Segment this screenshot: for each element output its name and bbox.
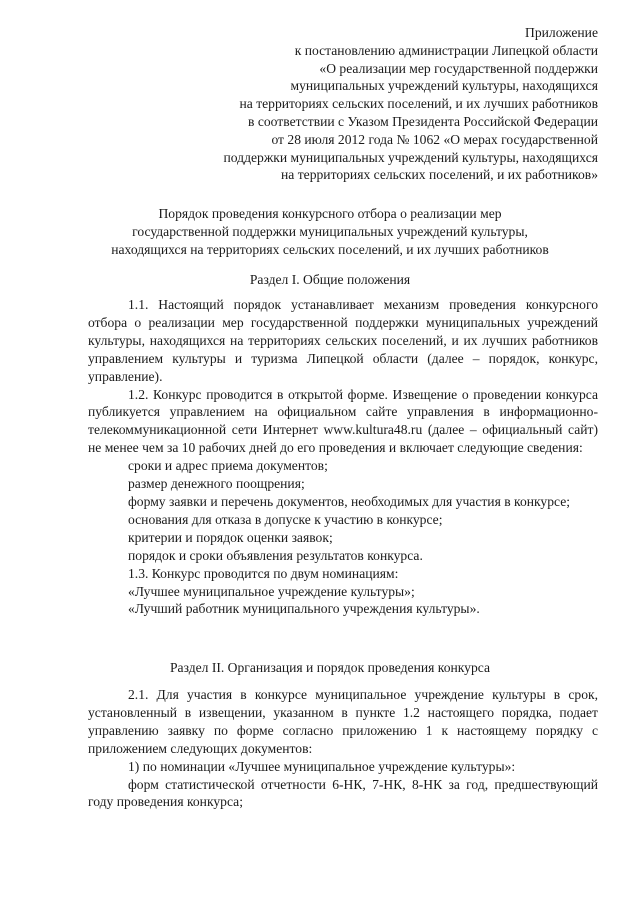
list-item: «Лучшее муниципальное учреждение культуры»; <box>128 583 415 599</box>
title-line: находящихся на территориях сельских поселений, и их лучших работников <box>111 241 549 257</box>
document-title <box>60 205 600 258</box>
list-item: сроки и адрес приема документов; <box>128 458 328 474</box>
list-item: размер денежного поощрения; <box>128 476 305 492</box>
list-item: основания для отказа в допуске к участию в конкурсе; <box>128 511 443 527</box>
header-line: муниципальных учреждений культуры, находящихся <box>290 78 598 94</box>
title-line: государственной поддержки муниципальных учреждений культуры, <box>132 223 528 239</box>
header-line: Приложение <box>525 25 598 40</box>
header-line: поддержки муниципальных учреждений культуры, находящихся <box>223 149 598 165</box>
section-1-body <box>88 296 598 618</box>
paragraph-2-1: 2.1. Для участия в конкурсе муниципальное учреждение культуры в срок, установленный в извещении, указанном в пункте 1.2 настоящего порядка, подает управлению заявку по форме согласно приложению 1 к настоящему порядку с приложением следующих документов: <box>88 687 598 756</box>
header-line: от 28 июля 2012 года № 1062 «О мерах государственной <box>271 131 598 147</box>
appendix-header <box>223 24 598 184</box>
section-2-heading: Раздел II. Организация и порядок проведения конкурса <box>169 660 491 675</box>
header-line: «О реализации мер государственной поддержки <box>319 60 598 76</box>
section-2-body <box>88 686 598 811</box>
list-item: форм статистической отчетности 6-НК, 7-НК, 8-НК за год, предшествующий году проведения конкурса; <box>88 776 598 810</box>
paragraph-1-1: 1.1. Настоящий порядок устанавливает механизм проведения конкурсного отбора о реализации мер государственной поддержки муниципальных учреждений культуры, находящихся на территориях сельских поселений, и их лучших работников управлением культуры и туризма Липецкой области (далее – порядок, конкурс, управление). <box>88 297 598 384</box>
section-1-heading: Раздел I. Общие положения <box>249 272 411 287</box>
header-line: к постановлению администрации Липецкой области <box>294 42 598 58</box>
list-item: критерии и порядок оценки заявок; <box>128 529 333 545</box>
header-line: в соответствии с Указом Президента Российской Федерации <box>248 113 598 129</box>
list-item: форму заявки и перечень документов, необходимых для участия в конкурсе; <box>128 493 571 509</box>
list-item: порядок и сроки объявления результатов конкурса. <box>128 547 423 563</box>
header-line: на территориях сельских поселений, и их работников» <box>281 167 598 183</box>
paragraph-1-2: 1.2. Конкурс проводится в открытой форме. Извещение о проведении конкурса публикуется управлением на официальном сайте управления в информационно-телекоммуникационной сети Интернет www.kultura48.ru (далее – официальный сайт) не менее чем за 10 рабочих дней до его проведения и включает следующие сведения: <box>88 386 598 456</box>
paragraph-1-3: 1.3. Конкурс проводится по двум номинациям: <box>128 565 399 581</box>
list-item: «Лучший работник муниципального учреждения культуры». <box>128 601 480 617</box>
title-line: Порядок проведения конкурсного отбора о реализации мер <box>158 206 502 221</box>
list-item: 1) по номинации «Лучшее муниципальное учреждение культуры»: <box>128 758 516 774</box>
header-line: на территориях сельских поселений, и их лучших работников <box>239 96 598 112</box>
